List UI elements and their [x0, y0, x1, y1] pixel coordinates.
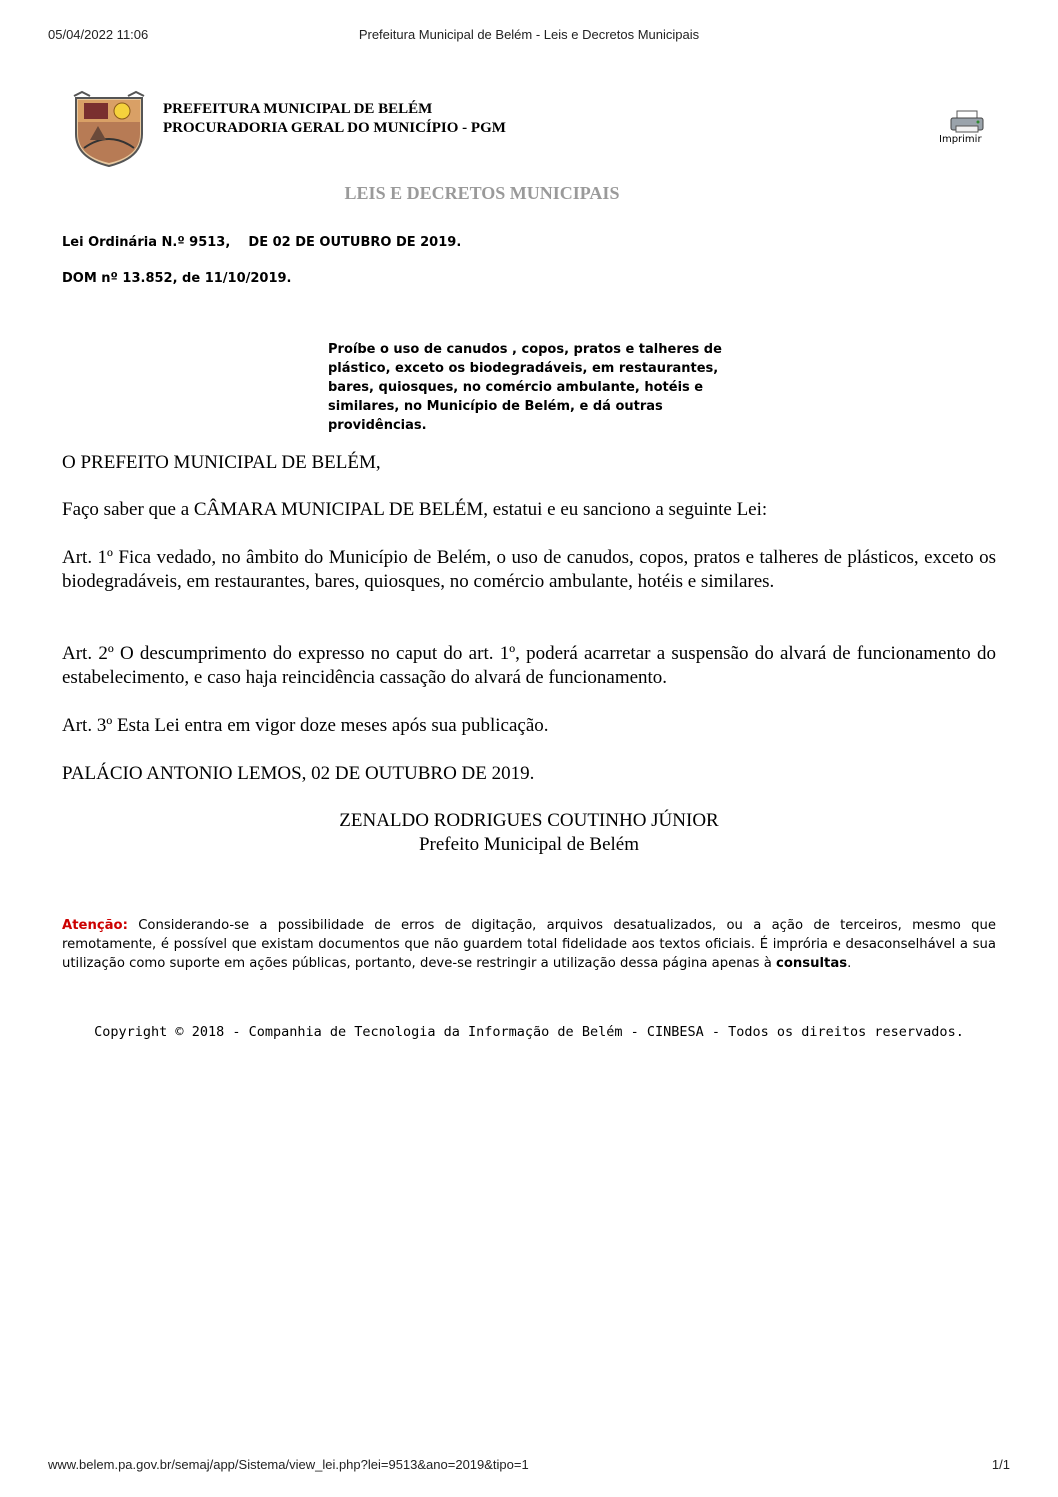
- disclaimer-notice: [62, 916, 996, 973]
- print-button[interactable]: [936, 110, 996, 150]
- belem-crest-logo: [70, 90, 148, 168]
- opening-line: O PREFEITO MUNICIPAL DE BELÉM,: [62, 452, 381, 473]
- law-number: Lei Ordinária N.º 9513, DE 02 DE OUTUBRO DE 2019.: [62, 235, 462, 250]
- org-name-prefeitura: PREFEITURA MUNICIPAL DE BELÉM: [163, 101, 433, 117]
- printer-icon: [948, 110, 988, 134]
- print-page-title: Prefeitura Municipal de Belém - Leis e Decretos Municipais: [358, 27, 700, 42]
- place-and-date: PALÁCIO ANTONIO LEMOS, 02 DE OUTUBRO DE 2019.: [62, 763, 535, 784]
- print-button-label: Imprimir: [939, 134, 982, 145]
- org-name-procuradoria: PROCURADORIA GERAL DO MUNICÍPIO - PGM: [163, 120, 506, 136]
- article-3: Art. 3º Esta Lei entra em vigor doze meses após sua publicação.: [62, 715, 549, 736]
- print-page-number: 1/1: [991, 1457, 1010, 1472]
- signatory-role: Prefeito Municipal de Belém: [418, 834, 640, 855]
- article-2: Art. 2º O descumprimento do expresso no caput do art. 1º, poderá acarretar a suspensão do alvará de funcionamento do estabelecimento, e caso haja reincidência cassação do alvará de funcionamento.: [62, 643, 996, 688]
- notice-emphasis: consultas: [776, 956, 848, 971]
- section-title: LEIS E DECRETOS MUNICIPAIS: [344, 183, 620, 203]
- signatory-name: ZENALDO RODRIGUES COUTINHO JÚNIOR: [339, 810, 719, 831]
- print-url: www.belem.pa.gov.br/semaj/app/Sistema/view_lei.php?lei=9513&ano=2019&tipo=1: [48, 1457, 529, 1472]
- print-datetime: 05/04/2022 11:06: [48, 27, 149, 42]
- dom-reference: DOM nº 13.852, de 11/10/2019.: [62, 271, 292, 286]
- notice-text: Considerando-se a possibilidade de erros de digitação, arquivos desatualizados, ou a ação de terceiros, mesmo que remotamente, é possível que existam documentos que não guardem total fidelidade aos textos oficiais. É imprória e desaconselhável a sua utilização como suporte em ações públicas, portanto, deve-se restringir a utilização dessa página apenas à: [62, 918, 996, 971]
- enactment-clause: Faço saber que a CÂMARA MUNICIPAL DE BELÉM, estatui e eu sanciono a seguinte Lei:: [62, 499, 768, 520]
- article-1: Art. 1º Fica vedado, no âmbito do Município de Belém, o uso de canudos, copos, pratos e talheres de plásticos, exceto os biodegradáveis, em restaurantes, bares, quiosques, no comércio ambulante, hotéis e similares.: [62, 547, 996, 592]
- notice-end: .: [847, 956, 852, 971]
- law-summary: Proíbe o uso de canudos , copos, pratos e talheres de plástico, exceto os biodegradáveis, em restaurantes, bares, quiosques, no comércio ambulante, hotéis e similares, no Município de Belém, e dá outras providências.: [328, 342, 722, 433]
- notice-label: Atenção:: [62, 918, 128, 933]
- copyright-footer: Copyright © 2018 - Companhia de Tecnologia da Informação de Belém - CINBESA - Todos os direitos reservados.: [94, 1024, 964, 1040]
